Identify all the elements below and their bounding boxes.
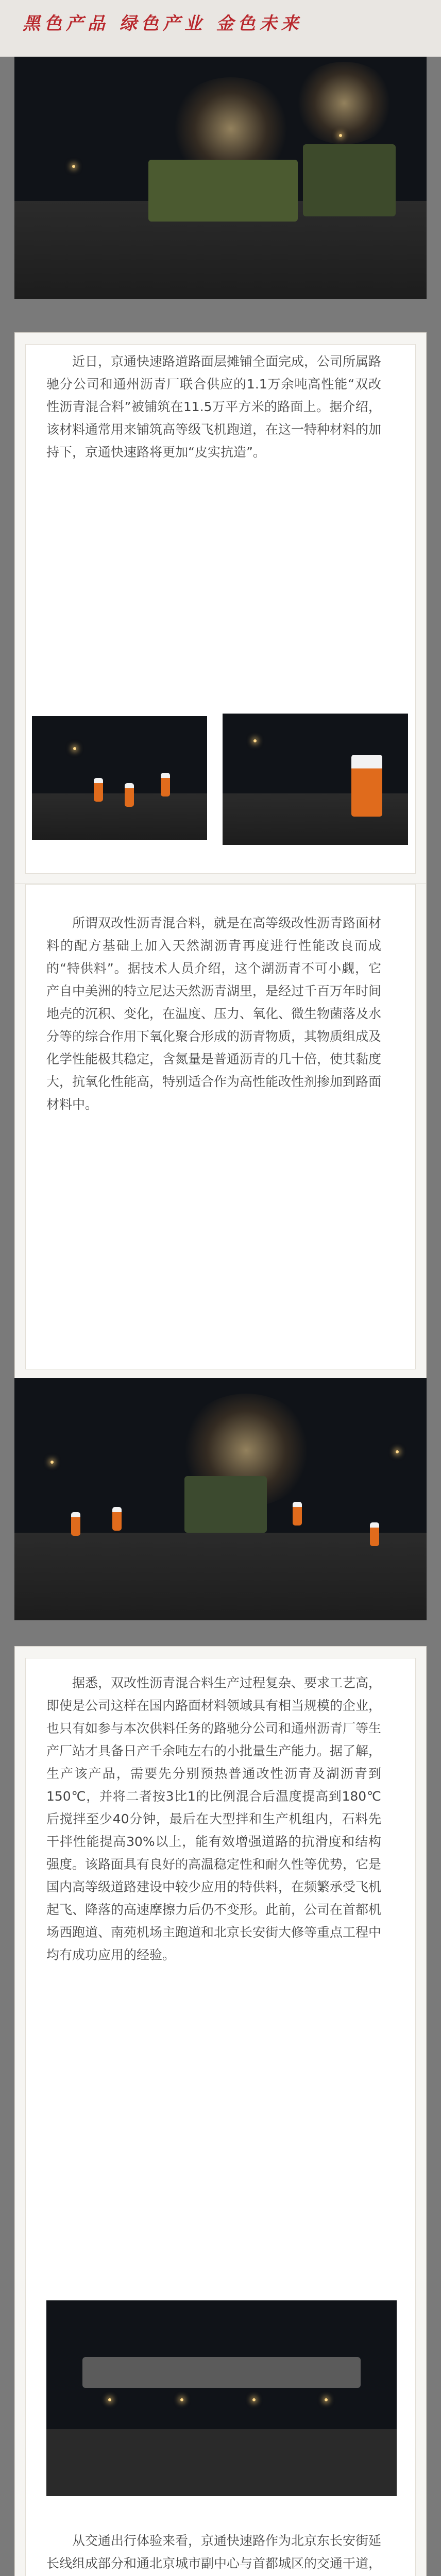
process-paragraph: 据悉，双改性沥青混合料生产过程复杂、要求工艺高，即使是公司这样在国内路面材料领域具有相当规模的企业，也只有如参与本次供料任务的路驰分公司和通州沥青厂等生产厂站才具备日产千余吨左右的小批量生产能力。据了解，生产该产品，需要先分别预热普通改性沥青及湖沥青到150℃，并将二者按3比1的比例混合后温度提高到180℃后搅拌至少40分钟，最后在大型拌和生产机组内，石料先干拌性能提高30%以上，能有效增强道路的抗滑度和结构强度。该路面具有良好的高温稳定性和耐久性等优势，它是国内高等级道路建设中较少应用的特供料，在频繁承受飞机起飞、降落的高速摩擦力后仍不变形。此前，公司在首都机场西跑道、南苑机场主跑道和北京长安街大修等重点工程中均有成功应用的经验。 <box>46 1675 382 1962</box>
photo-night-paving <box>14 57 427 299</box>
intro-paragraph: 近日，京通快速路道路面层摊铺全面完成，公司所属路驰分公司和通州沥青厂联合供应的1.1万余吨高性能“双改性沥青混合料”被铺筑在11.5万平方米的路面上。据介绍，该材料通常用来铺筑高等级飞机跑道，在这一特种材料的加持下，京通快速路将更加“皮实抗造”。 <box>46 354 382 460</box>
traffic-paragraph: 从交通出行体验来看，京通快速路作为北京东长安街延长线组成部分和通北京城市副中心与首都城区的交通干道， <box>46 2533 382 2571</box>
header-banner <box>0 0 441 57</box>
photo-workers-left <box>32 716 207 840</box>
photo-workers-right <box>223 714 408 845</box>
material-paragraph: 所谓双改性沥青混合料，就是在高等级改性沥青路面材料的配方基础上加入天然湖沥青再度进行性能改良而成的“特供料”。据技术人员介绍，这个湖沥青不可小觑，它产自中美洲的特立尼达天然沥青湖里，是经过千百万年时间地壳的沉积、变化，在温度、压力、氧化、微生物菌落及水分等的综合作用下氧化聚合形成的沥青物质，其物质组成及化学性能极其稳定，含氮量是普通沥青的几十倍，使其黏度大，抗氧化性能高，特别适合作为高性能改性剂掺加到路面材料中。 <box>46 916 382 1112</box>
photo-toll-gate <box>46 2300 397 2496</box>
header-title: 黑色产品 绿色产业 金色未来 <box>23 13 303 34</box>
photo-construction-crew <box>14 1378 427 1620</box>
